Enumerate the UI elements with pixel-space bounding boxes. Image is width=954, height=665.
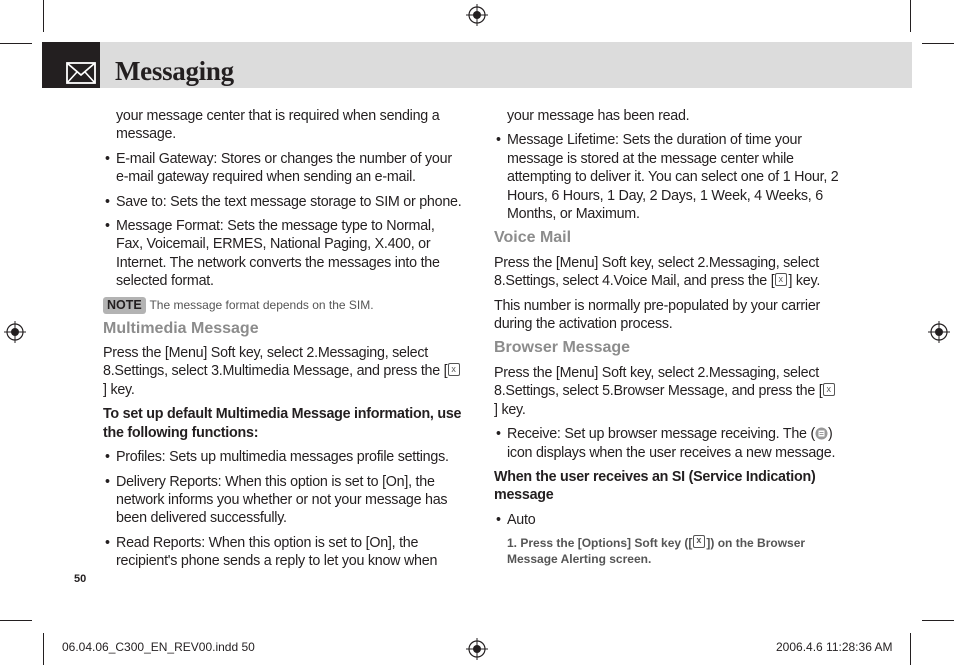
paragraph-text: Press the [Menu] Soft key, select 2.Messaging, select 8.Settings, select 3.Multimedia Message, and press the [ — [103, 345, 448, 380]
list-item: • Message Lifetime: Sets the duration of time your message is stored at the message center while attempting to deliver it. You can select one of 1 Hour, 2 Hours, 6 Hours, 1 Day, 2 Days, 1 Week, 4 Weeks, 6 Months, or Maximum. — [494, 131, 839, 223]
note-text: The message format depends on the SIM. — [149, 297, 374, 312]
ok-key-icon — [823, 383, 835, 396]
paragraph — [494, 254, 839, 291]
crop-mark — [43, 633, 44, 665]
paragraph: This number is normally pre-populated by your carrier during the activation process. — [494, 297, 821, 333]
registration-mark-icon — [928, 321, 950, 343]
section-heading-voice-mail: Voice Mail — [494, 229, 572, 247]
note — [103, 297, 463, 314]
paragraph-text: Press the [Menu] Soft key, select 2.Messaging, select 8.Settings, select 4.Voice Mail, and press the [ — [494, 254, 820, 290]
registration-mark-icon — [4, 321, 26, 343]
list-item: • Save to: Sets the text message storage to SIM or phone. — [103, 193, 463, 211]
list-item: • E-mail Gateway: Stores or changes the number of your e-mail gateway required when sending an e-mail. — [103, 150, 463, 187]
section-heading-multimedia: Multimedia Message — [103, 319, 259, 337]
crop-mark — [910, 633, 911, 665]
continued-text: your message center that is required when sending a message. — [116, 108, 440, 143]
crop-mark — [922, 43, 954, 44]
note-badge: NOTE — [103, 297, 146, 314]
list-item — [494, 425, 839, 462]
ok-key-icon — [448, 363, 460, 376]
section-heading-browser: Browser Message — [494, 339, 631, 357]
list-item: • Auto — [494, 511, 839, 529]
list-item-text: ) icon displays when the user receives a new message. — [507, 426, 836, 461]
step-text: 1. Press the [Options] Soft key ([ — [507, 536, 693, 551]
page-number: 50 — [74, 573, 87, 585]
page-title: Messaging — [115, 56, 234, 86]
paragraph-text: ] key. — [788, 273, 821, 290]
paragraph-text: Press the [Menu] Soft key, select 2.Messaging, select 8.Settings, select 5.Browser Message, and press the [ — [494, 364, 823, 400]
envelope-icon — [66, 62, 96, 84]
paragraph-text: ] key. — [103, 381, 135, 398]
registration-mark-icon — [466, 638, 488, 660]
crop-mark — [0, 43, 32, 44]
list-item: • Read Reports: When this option is set to [On], the recipient's phone sends a reply to let you know when — [103, 534, 463, 571]
crop-mark — [43, 0, 44, 32]
registration-mark-icon — [466, 4, 488, 26]
header-tab — [42, 42, 100, 88]
footer-timestamp: 2006.4.6 11:28:36 AM — [776, 640, 893, 654]
paragraph — [103, 344, 463, 399]
list-item: • Message Format: Sets the message type to Normal, Fax, Voicemail, ERMES, National Paging, X.400, or Internet. The network converts the messages into the selected format. — [103, 217, 463, 291]
bold-instruction: To set up default Multimedia Message information, use the following functions: — [103, 406, 462, 441]
browser-message-icon — [815, 427, 828, 440]
left-column — [103, 107, 463, 577]
right-column — [494, 107, 839, 573]
paragraph-text: ] key. — [494, 401, 526, 418]
ok-key-icon — [775, 273, 787, 286]
bold-instruction: When the user receives an SI (Service Indication) message — [494, 468, 816, 504]
list-item: • Delivery Reports: When this option is set to [On], the network informs you whether or not your message has been delivered successfully. — [103, 473, 463, 528]
footer-filename: 06.04.06_C300_EN_REV00.indd 50 — [62, 640, 255, 654]
list-item: • Profiles: Sets up multimedia messages profile settings. — [103, 448, 463, 466]
crop-mark — [922, 620, 954, 621]
soft-key-icon — [693, 535, 705, 548]
crop-mark — [910, 0, 911, 32]
step-text: ]) on the Browser Message Alerting screen. — [507, 536, 806, 567]
continued-text: your message has been read. — [507, 108, 690, 124]
crop-mark — [0, 620, 32, 621]
paragraph — [494, 364, 839, 419]
step-item — [494, 535, 839, 567]
list-item-text: Receive: Set up browser message receiving. The ( — [507, 426, 815, 443]
